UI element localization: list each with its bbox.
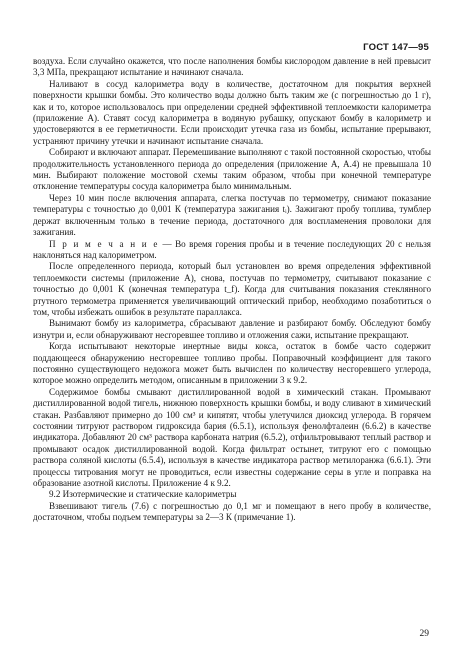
paragraph-weigh-crucible: Взвешивают тигель (7.6) с погрешностью до 0,1 мг и помещают в него пробу в количестве, достаточном, чтобы подъем температуры за 2—3 К (примечание 1). <box>33 500 431 523</box>
paragraph-remove-bomb: Вынимают бомбу из калориметра, сбрасывают давление и разбирают бомбу. Обследуют бомбу изнутри и, если обнаруживают несгоревшее топливо и отложения сажи, испытание прекращают. <box>33 318 431 340</box>
section-heading-9-2: 9.2 Изотермические и статические калориметры <box>49 489 237 500</box>
standard-header: ГОСТ 147—95 <box>363 42 429 53</box>
paragraph-coke-residue: Когда испытывают некоторые инертные виды кокса, остаток в бомбе часто содержит поддающееся обнаружению несгоревшее топливо пробы. Поправочный коэффициент для такого постоянно существующего недожога может быть вычислен по количеству несгоревшего углерода, которое можно определить методом, описанным в приложении 3 к 9.2. <box>33 341 431 386</box>
paragraph-continuation: воздуха. Если случайно окажется, что после наполнения бомбы кислородом давление в ней превысит 3,3 МПа, прекращают испытание и начинают сначала. <box>33 56 431 78</box>
note-label: П р и м е ч а н и е <box>49 238 159 249</box>
paragraph-assemble-apparatus: Собирают и включают аппарат. Перемешивание выполняют с такой постоянной скоростью, чтобы продолжительность установленного периода до определения (приложение А, А.4) не превышала 10 мин. Выбирают положение мостовой схемы таким образом, чтобы при конечной температуре отклонение температуры сосуда калориметра было минимальным. <box>33 147 431 192</box>
paragraph-fill-water: Наливают в сосуд калориметра воду в количестве, достаточном для покрытия верхней поверхности крышки бомбы. Это количество воды должно быть таким же (с погрешностью до 1 г), как и то, которое использовалось при определении средней эффективной теплоемкости калориметра (приложение А). Ставят сосуд калориметра в водяную рубашку, опускают бомбу в калориметр и удостоверяются в ее герметичности. Если происходит утечка газа из бомбы, испытание прерывают, устраняют причину утечки и начинают испытание сначала. <box>33 78 431 146</box>
paragraph-note <box>33 239 431 262</box>
page-number: 29 <box>419 629 429 639</box>
paragraph-ignition: Через 10 мин после включения аппарата, слегка постучав по термометру, снимают показание температуры с точностью до 0,001 К (температура зажигания tᵢ). Зажигают пробу топлива, тумблер держат включенным только в течение периода, достаточного для воспламенения проволоки для зажигания. <box>33 192 431 238</box>
note-text: — Во время горения пробы и в течение последующих 20 с нельзя наклоняться над калориметром. <box>33 238 431 260</box>
paragraph-titration: Содержимое бомбы смывают дистиллированной водой в химический стакан. Промывают дистиллированной водой тигель, нижнюю поверхность крышки бомбы, и воду сливают в химический стакан. Разбавляют примерно до 100 см³ и кипятят, чтобы улетучился диоксид углерода. В горячем состоянии титруют раствором гидроксида бария (6.5.1), используя фенолфталеин (6.6.2) в качестве индикатора. Добавляют 20 см³ раствора карбоната натрия (6.5.2), отфильтровывают теплый раствор и промывают осадок дистиллированной водой. Когда фильтрат остынет, титруют его с помощью раствора соляной кислоты (6.5.4), используя в качестве индикатора раствор метилоранжа (6.6.1). Эти процессы титрования могут не проводиться, если известны содержание серы в угле и поправка на образование азотной кислоты. Приложение 4 к 9.2. <box>33 386 431 489</box>
document-body <box>33 56 431 524</box>
paragraph-final-reading: После определенного периода, который был установлен во время определения эффективной теплоемкости системы (приложение А), снова, постучав по термометру, считывают показание с точностью до 0,001 К (конечная температура t_f). Когда для считывания показания стеклянного ртутного термометра применяется увеличивающий оптический прибор, необходимо позаботиться о том, чтобы избежать ошибок в результате параллакса. <box>33 261 431 317</box>
